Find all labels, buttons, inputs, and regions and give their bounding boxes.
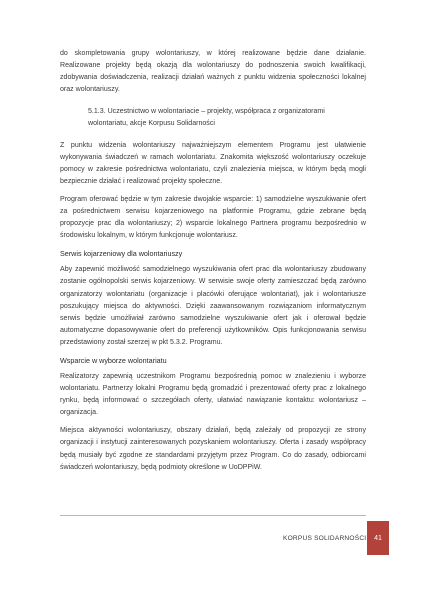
paragraph-matching-service: Aby zapewnić możliwość samodzielnego wyszukiwania ofert prac dla wolontariuszy zbudowany zostanie ogólnopolski serwis kojarzeniowy. W serwisie swoje oferty zamieszczać będą zarówno organizatorzy wolontariatu (organizacje i placówki oferujące wolontariat), jak i wolontariusze poszukujący miejsca do aktywności. Dzięki zaawansowanym rozwiązaniom informatycznym serwis będzie umożliwiał zarówno samodzielne wyszukiwanie ofert jak i oferował będzie automatyczne dopasowywanie ofert do preferencji użytkowników. Opis funkcjonowania serwisu przedstawiony został szerzej w pkt 5.3.2. Programu. [60,266,366,346]
heading-choice-support: Wsparcie w wyborze wolontariatu [60,355,167,365]
paragraph-volunteer-perspective: Z punktu widzenia wolontariuszy najważniejszym elementem Programu jest ułatwienie wykonywania świadczeń w ramach wolontariatu. Znakomita większość wolontariuszy oczekuje pomocy w zakresie pośrednictwa wolontariatu, czyli znalezienia miejsca, w którym będą mogli bezpiecznie działać i realizować projekty społeczne. [60,141,366,185]
footer-divider [60,515,366,516]
footer-label: KORPUS SOLIDARNOŚCI [283,535,367,542]
section-subheading: 5.1.3. Uczestnictwo w wolontariacie – projekty, współpraca z organizatorami wolontariatu, akcje Korpusu Solidarności [88,108,325,127]
paragraph-support-types: Program oferować będzie w tym zakresie dwojakie wsparcie: 1) samodzielne wyszukiwanie ofert za pośrednictwem serwisu kojarzeniowego na platformie Programu, gdzie zebrane będą propozycje prac dla wolontariuszy; 2) wsparcie lokalnego Partnera programu bezpośrednio w środowisku lokalnym, w którym funkcjonuje wolontariusz. [60,195,366,240]
paragraph-activity-areas: Miejsca aktywności wolontariuszy, obszary działań, będą zależały od propozycji ze strony organizacji i instytucji zainteresowanych pozyskaniem wolontariuszy. Oferta i zasady współpracy będą musiały być zgodne ze standardami przyjętym przez Program. Co do zasady, odbiorcami świadczeń wolontariuszy, będą podmioty określone w UoDPPiW. [60,427,366,471]
page-body [60,48,366,480]
heading-matching-service: Serwis kojarzeniowy dla wolontariuszy [60,249,183,259]
paragraph-intro: do skompletowania grupy wolontariuszy, w której realizowane będzie dane działanie. Realizowane projekty będą okazją dla wolontariuszy do podnoszenia swoich kwalifikacji, zdobywania doświadczenia, realizacji działań ważnych z punktu widzenia społeczności lokalnej oraz wolontariuszy. [60,50,366,94]
paragraph-local-partners: Realizatorzy zapewnią uczestnikom Programu bezpośrednią pomoc w znalezieniu i wyborze wolontariatu. Partnerzy lokalni Programu będą gromadzić i prezentować oferty prac z lokalnego rynku, będą informować o szczegółach oferty, ułatwiać nawiązanie kontaktu: wolontariusz – organizacja. [60,372,366,417]
page-number-badge: 41 [367,521,389,555]
